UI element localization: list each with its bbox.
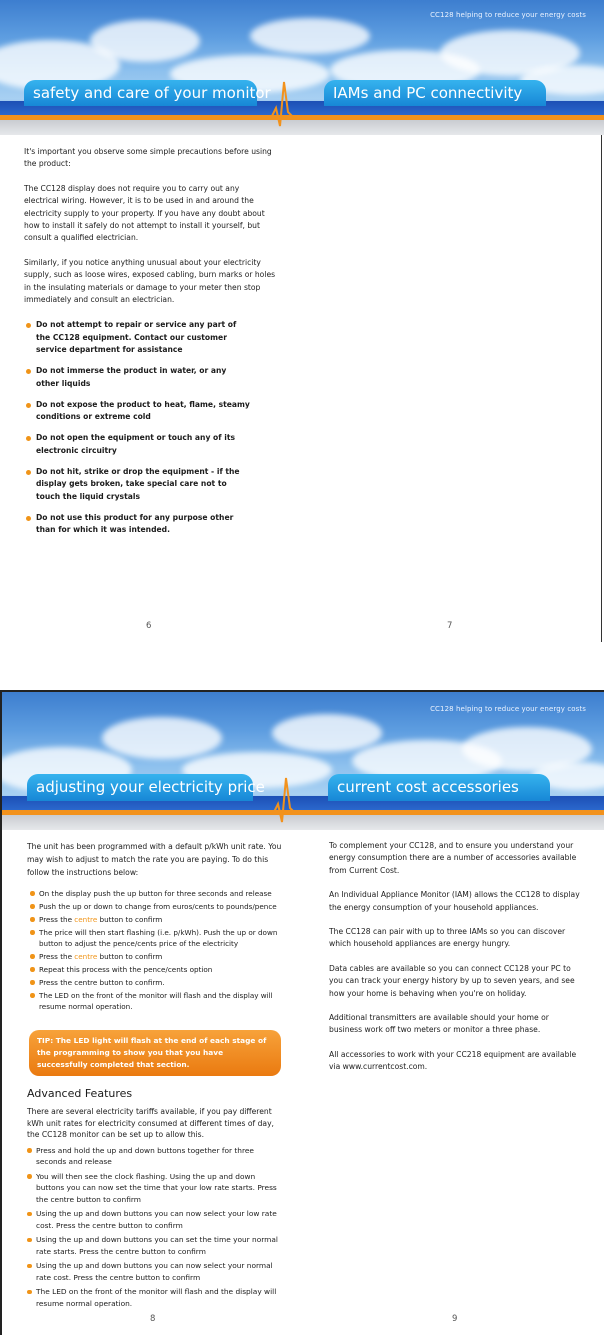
- list-item: Press and hold the up and down buttons together for three seconds and release: [27, 1145, 283, 1168]
- list-item: You will then see the clock flashing. Using the up and down buttons you can now set the time that your low rate starts. Press the centre button to confirm: [27, 1171, 283, 1206]
- list-item: The LED on the front of the monitor will flash and the display will resume normal operation.: [27, 990, 282, 1012]
- list-item: The LED on the front of the monitor will flash and the display will resume normal operation.: [27, 1286, 283, 1309]
- list-item: Using the up and down buttons you can now select your low rate cost. Press the centre button to confirm: [27, 1208, 283, 1231]
- section-tab-accessories: [328, 774, 550, 801]
- list-item: Do not expose the product to heat, flame, steamy conditions or extreme cold: [24, 399, 252, 424]
- paragraph: It's important you observe some simple precautions before using the product:: [24, 147, 272, 169]
- tagline: CC128 helping to reduce your energy costs: [430, 705, 586, 713]
- paragraph: An Individual Appliance Monitor (IAM) allows the CC128 to display the energy consumption of your household appliances.: [329, 890, 580, 912]
- advanced-column: [27, 1106, 283, 1312]
- price-steps-list: [27, 888, 282, 1012]
- list-item: Push the up or down to change from euros/cents to pounds/pence: [27, 901, 282, 912]
- section-tab-safety: [24, 80, 271, 106]
- list-item: Press the centre button to confirm: [27, 914, 282, 925]
- list-item: On the display push the up button for three seconds and release: [27, 888, 282, 899]
- page-number: 8: [150, 1314, 156, 1324]
- tip-label: TIP:: [37, 1036, 54, 1045]
- tab-label: safety and care of your monitor: [33, 84, 271, 102]
- page-number: 9: [452, 1314, 458, 1324]
- tab-label: IAMs and PC connectivity: [333, 84, 523, 102]
- list-item: The price will then start flashing (i.e. p/kWh). Push the up or down button to adjust the pence/cents price of the electricity: [27, 927, 282, 949]
- list-item: Using the up and down buttons you can now select your normal rate cost. Press the centre button to confirm: [27, 1260, 283, 1283]
- paragraph: To complement your CC128, and to ensure you understand your energy consumption there are a number of accessories available from Current Cost.: [329, 841, 577, 875]
- accessories-column: [329, 840, 584, 1086]
- safety-column: [24, 146, 276, 545]
- advanced-features-heading: Advanced Features: [27, 1087, 133, 1100]
- paragraph: Data cables are available so you can connect CC128 your PC to you can track your energy history by up to seven years, and see how your home is behaving when you're on holiday.: [329, 963, 575, 998]
- warnings-list: [24, 319, 276, 537]
- list-item: Press the centre button to confirm.: [27, 977, 282, 988]
- list-item: Press the centre button to confirm: [27, 951, 282, 962]
- energy-spike-icon: [264, 774, 304, 824]
- list-item: Do not immerse the product in water, or any other liquids: [24, 365, 252, 390]
- spread-pages-8-9: [0, 690, 604, 1335]
- list-item: Do not attempt to repair or service any part of the CC128 equipment. Contact our customer service department for assistance: [24, 319, 252, 357]
- tip-text: The LED light will flash at the end of each stage of the programming to show you that you have successfully completed that section.: [37, 1036, 267, 1069]
- intro-paragraph: The unit has been programmed with a default p/kWh unit rate. You may wish to adjust to match the rate you are paying. To do this follow the instructions below:: [27, 842, 282, 877]
- paragraph: Additional transmitters are available should your home or business work off two meters or monitor a three phase.: [329, 1013, 549, 1035]
- paragraph: Similarly, if you notice anything unusual about your electricity supply, such as loose wires, exposed cabling, burn marks or holes in the insulating materials or damage to your meter then stop immediately and consult an electrician.: [24, 257, 276, 305]
- advanced-steps-list: [27, 1145, 283, 1310]
- list-item: Do not open the equipment or touch any of its electronic circuitry: [24, 432, 252, 457]
- tip-box: [29, 1030, 281, 1076]
- paragraph: The CC128 can pair with up to three IAMs so you can discover which household appliances are energy hungry.: [329, 927, 566, 949]
- price-column: [27, 840, 282, 1014]
- list-item: Do not use this product for any purpose other than for which it was intended.: [24, 512, 252, 537]
- spread-pages-6-7: [0, 0, 604, 642]
- energy-spike-icon: [262, 78, 302, 128]
- list-item: Do not hit, strike or drop the equipment - if the display gets broken, take special care not to touch the liquid crystals: [24, 466, 252, 504]
- tab-label: current cost accessories: [337, 778, 519, 796]
- list-item: Using the up and down buttons you can set the time your normal rate starts. Press the centre button to confirm: [27, 1234, 283, 1257]
- paragraph: All accessories to work with your CC218 equipment are available via www.currentcost.com.: [329, 1049, 577, 1072]
- tagline: CC128 helping to reduce your energy costs: [430, 11, 586, 19]
- tab-label: adjusting your electricity price: [36, 778, 265, 796]
- paragraph: The CC128 display does not require you to carry out any electrical wiring. However, it is to be used in and around the electricity supply to your property. If you have any doubt about how to install it safely do not attempt to install it yourself, but consult a qualified electrician.: [24, 183, 265, 243]
- page-number: 6: [146, 621, 152, 631]
- advanced-intro: There are several electricity tariffs available, if you pay different kWh unit rates for electricity consumed at different times of day, the CC128 monitor can be set up to allow this.: [27, 1107, 274, 1140]
- page-number: 7: [447, 621, 453, 631]
- list-item: Repeat this process with the pence/cents option: [27, 964, 282, 975]
- section-tab-price: [27, 774, 265, 801]
- section-tab-iams: [324, 80, 546, 106]
